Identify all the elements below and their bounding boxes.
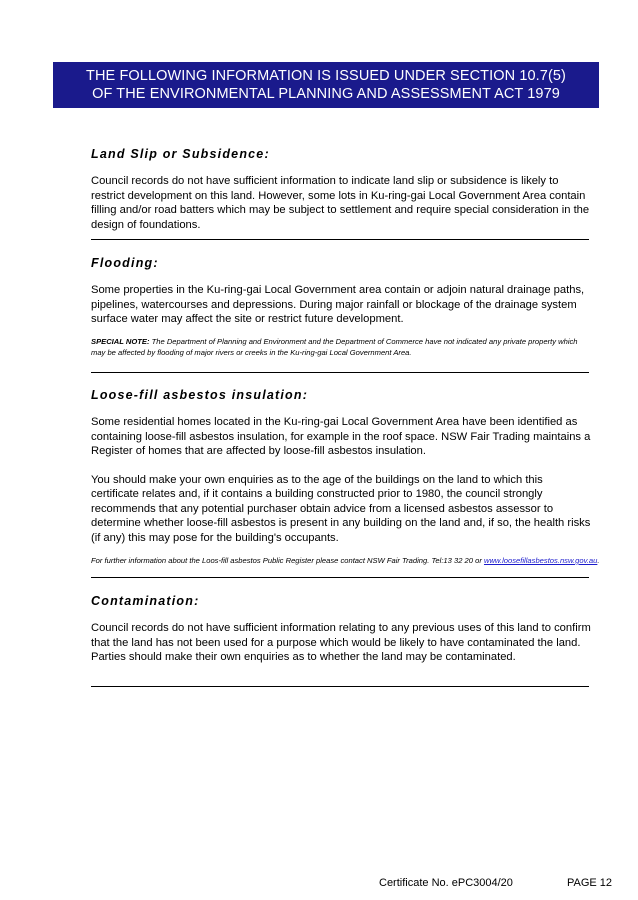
asbestos-note [91,555,600,566]
banner-line-2: OF THE ENVIRONMENTAL PLANNING AND ASSESSMENT ACT 1979 [92,86,560,102]
landslip-body: Council records do not have sufficient information to indicate land slip or subsidence is likely to restrict development on this land. However, some lots in Ku-ring-gai Local Government Area contain filling and/or road batters which may be subject to settlement and require special consideration in the design of foundations. [91,175,590,231]
asbestos-section [91,388,600,566]
contamination-body: Council records do not have sufficient information relating to any previous uses of this land to confirm that the land has not been used for a purpose which would be likely to have contaminated the land. Parties should make their own enquiries as to whether the land may be contaminated. [91,622,591,663]
contamination-section [91,594,591,665]
flooding-body: Some properties in the Ku-ring-gai Local Government area contain or adjoin natural drainage paths, pipelines, watercourses and depressions. During major rainfall or blockage of the drainage system surface water may affect the site or restrict future development. [91,284,585,325]
special-note-text: The Department of Planning and Environment and the Department of Commerce have not indicated any private property which may be affected by flooding of major rivers or creeks in the Ku-ring-gai Local Government Area. [91,336,578,357]
contamination-heading: Contamination: [91,594,200,608]
asbestos-register-link[interactable]: www.loosefillasbestos.nsw.gov.au [483,556,598,565]
asbestos-note-end: . [597,556,600,565]
flooding-heading: Flooding: [91,256,159,270]
asbestos-note-text: For further information about the Loos-fill asbestos Public Register please contact NSW Fair Trading. Tel:13 32 20 or [91,556,484,565]
divider [91,577,589,578]
asbestos-body-1: Some residential homes located in the Ku-ring-gai Local Government Area have been identified as containing loose-fill asbestos insulation, for example in the roof space. NSW Fair Trading maintains a Register of homes that are affected by loose-fill asbestos insulation. [91,416,591,457]
flooding-special-note [91,336,591,358]
special-note-label: SPECIAL NOTE: [91,336,150,346]
page-number: PAGE 12 [567,877,613,889]
divider [91,372,589,373]
asbestos-body-2: You should make your own enquiries as to the age of the buildings on the land to which this certificate relates and, if it contains a building constructed prior to 1980, the council strongly recommends that any potential purchaser obtain advice from a licensed asbestos assessor to determine whether loose-fill asbestos is present in any building on the land and, if so, the health risks (if any) this may pose for the building's occupants. [91,473,591,544]
asbestos-heading: Loose-fill asbestos insulation: [91,388,309,402]
landslip-section [91,147,591,232]
certificate-number: Certificate No. ePC3004/20 [379,877,513,889]
section-banner [53,62,599,108]
banner-line-1: THE FOLLOWING INFORMATION IS ISSUED UNDER SECTION 10.7(5) [86,68,566,84]
divider [91,686,589,687]
flooding-section [91,256,591,358]
landslip-heading: Land Slip or Subsidence: [91,147,270,161]
divider [91,239,589,240]
